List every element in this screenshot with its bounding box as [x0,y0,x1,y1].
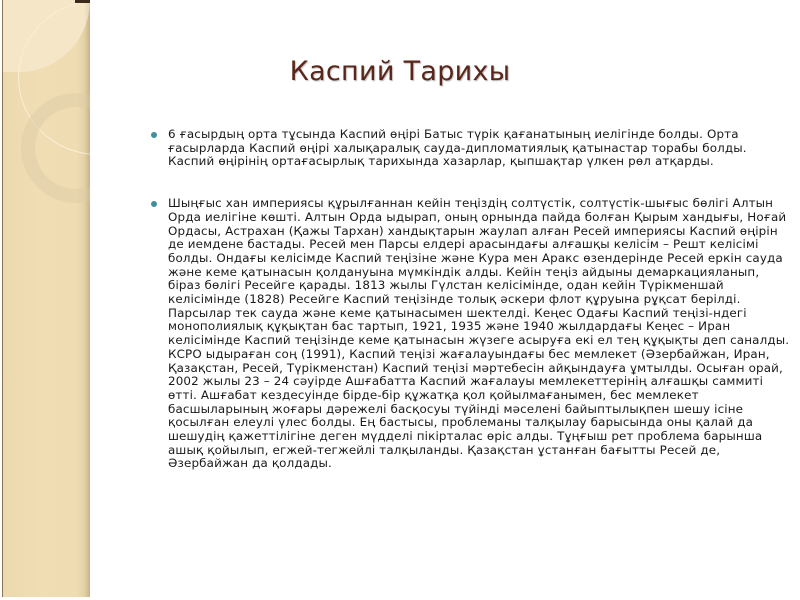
bullet-dot-icon [151,132,157,138]
bullet-item [150,128,790,169]
slide-title: Каспий Тарихы [289,56,511,87]
sidebar-edge-shade [84,0,90,597]
slide-content [150,128,790,471]
bullet-dot-icon [151,201,157,207]
decorative-sidebar [2,0,90,597]
bullet-item [150,197,790,471]
sidebar-top-bar [75,0,90,3]
bullet-text: 6 ғасырдың орта тұсында Каспий өңірі Батыс түрік қағанатының иелігінде болды. Орта ғасырларда Каспий өңірі халықаралық сауда-дипломатиялық қатынастар торабы болды. Каспий өңірінің ортағасырлық тарихында хазарлар, қыпшақтар үлкен рөл атқарды. [168,127,747,169]
bullet-text: Шыңғыс хан империясы құрылғаннан кейін теңіздің солтүстік, солтүстік-шығыс бөлігі Алтын Орда иелігіне көшті. Алтын Орда ыдырап, оның орнында пайда болған Қырым хандығы, Ноғай Ордасы, Астрахан (Қажы Тархан) хандықтарын жаулап алған Ресей империясы Каспий өңірін де иемдене бастады. Ресей мен Парсы елдері арасындағы алғашқы келісім – Решт келісімі болды. Ондағы келісімде Каспий теңізіне және Кура мен Аракс өзендерінде Ресей еркін сауда және кеме қатынасын қолдануына мүмкіндік алды. Кейін теңіз айдыны демаркацияланып, біраз бөлігі Ресейге қарады. 1813 жылы Гүлстан келісімінде, одан кейін Түрікменшай келісімінде (1828) Ресейге Каспий теңізінде толық әскери флот құруына рұқсат берілді. Парсылар тек сауда және кеме қатынасымен шектелді. Кеңес Одағы Каспий теңізі-ндегі монополиялық құқықтан бас тартып, 1921, 1935 және 1940 жылдардағы Кеңес – Иран келісімінде Каспий теңізінде кеме қатынасын жүзеге асыруға екі ел тең құқықты деп саналды. КСРО ыдыраған соң (1991), Каспий теңізі жағалауындағы бес мемлекет (Әзербайжан, Иран, Қазақстан, Ресей, Түрікменстан) Каспий теңізі мәртебесін айқындауға ұмтылды. Осыған орай, 2002 жылы 23 – 24 сәуірде Ашғабатта Каспий жағалауы мемлекеттерінің алғашқы саммиті өтті. Ашғабат кездесуінде бірде-бір құжатқа қол қойылмағанымен, бес мемлекет басшыларының жоғары дәрежелі басқосуы түйінді мәселені байыптылықпен шешу ісіне қосылған елеулі үлес болды. Ең бастысы, проблеманы талқылау барысында оны қалай да шешудің қажеттілігіне деген мүдделі пікірталас өріс алды. Тұңғыш рет проблема барынша ашық қойылып, егжей-тегжейлі талқыланды. Қазақстан ұстанған бағытты Ресей де, Әзербайжан да қолдады. [168,196,790,471]
